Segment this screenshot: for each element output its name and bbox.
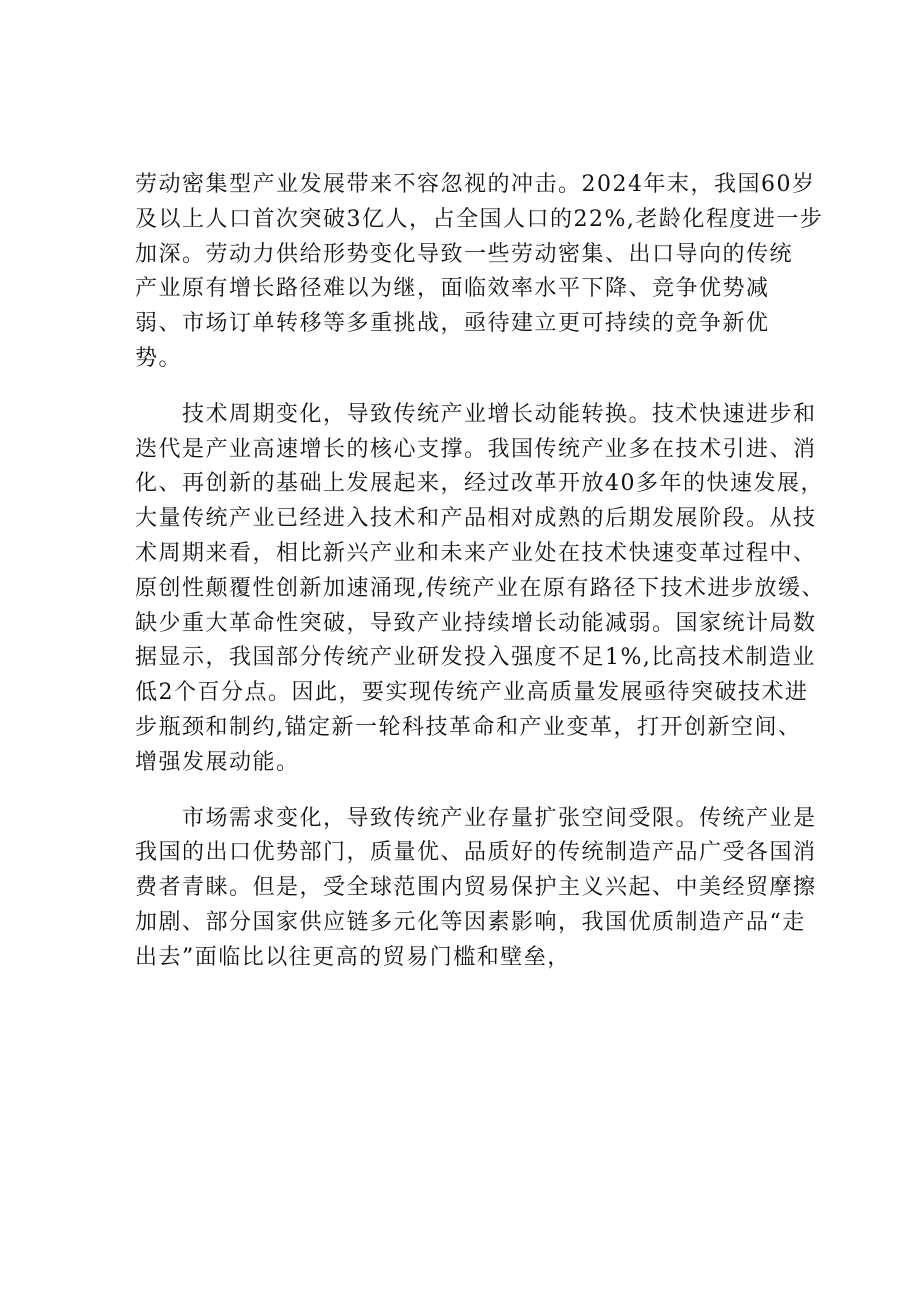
text-line: 及以上人口首次突破3亿人，占全国人口的22%,老龄化程度进一步: [135, 206, 824, 232]
text-line: 我国的出口优势部门，质量优、品质好的传统制造产品广受各国消: [135, 840, 817, 866]
paragraph-spacer: [135, 781, 800, 802]
text-line: 步瓶颈和制约,锚定新一轮科技革命和产业变革，打开创新空间、: [135, 714, 802, 740]
paragraph-1: [135, 168, 824, 377]
text-line: 缺少重大革命性突破，导致产业持续增长动能减弱。国家统计局数: [135, 610, 817, 636]
text-line: 低2个百分点。因此，要实现传统产业高质量发展亟待突破技术进: [135, 680, 809, 706]
text-line: 产业原有增长路径难以为继，面临效率水平下降、竞争优势减: [135, 276, 770, 302]
text-line: 加剧、部分国家供应链多元化等因素影响，我国优质制造产品“走: [135, 909, 806, 935]
text-line: 弱、市场订单转移等多重挑战，亟待建立更可持续的竞争新优: [135, 311, 770, 337]
paragraph-3: [135, 802, 817, 976]
text-line: 迭代是产业高速增长的核心支撑。我国传统产业多在技术引进、消: [135, 436, 817, 462]
text-line: 市场需求变化，导致传统产业存量扩张空间受限。传统产业是: [135, 805, 817, 831]
paragraph-2: [135, 398, 825, 781]
text-line: 费者青睐。但是，受全球范围内贸易保护主义兴起、中美经贸摩擦: [135, 875, 817, 901]
text-line: 增强发展动能。: [135, 749, 300, 775]
text-line: 原创性颠覆性创新加速涌现,传统产业在原有路径下技术进步放缓、: [135, 575, 825, 601]
text-line: 术周期来看，相比新兴产业和未来产业处在技术快速变革过程中、: [135, 540, 817, 566]
text-line: 势。: [135, 345, 183, 371]
text-line: 加深。劳动力供给形势变化导致一些劳动密集、出口导向的传统: [135, 241, 794, 267]
text-line: 出去”面临比以往更高的贸易门槛和壁垒，: [135, 944, 571, 970]
document-body: [135, 168, 825, 976]
paragraph-spacer: [135, 377, 800, 398]
text-line: 技术周期变化，导致传统产业增长动能转换。技术快速进步和: [135, 401, 817, 427]
text-line: 大量传统产业已经进入技术和产品相对成熟的后期发展阶段。从技: [135, 506, 817, 532]
text-line: 据显示，我国部分传统产业研发投入强度不足1%,比高技术制造业: [135, 645, 816, 671]
text-line: 化、再创新的基础上发展起来，经过改革开放40多年的快速发展，: [135, 471, 824, 497]
text-line: 劳动密集型产业发展带来不容忽视的冲击。2024年末，我国60岁: [135, 172, 816, 197]
